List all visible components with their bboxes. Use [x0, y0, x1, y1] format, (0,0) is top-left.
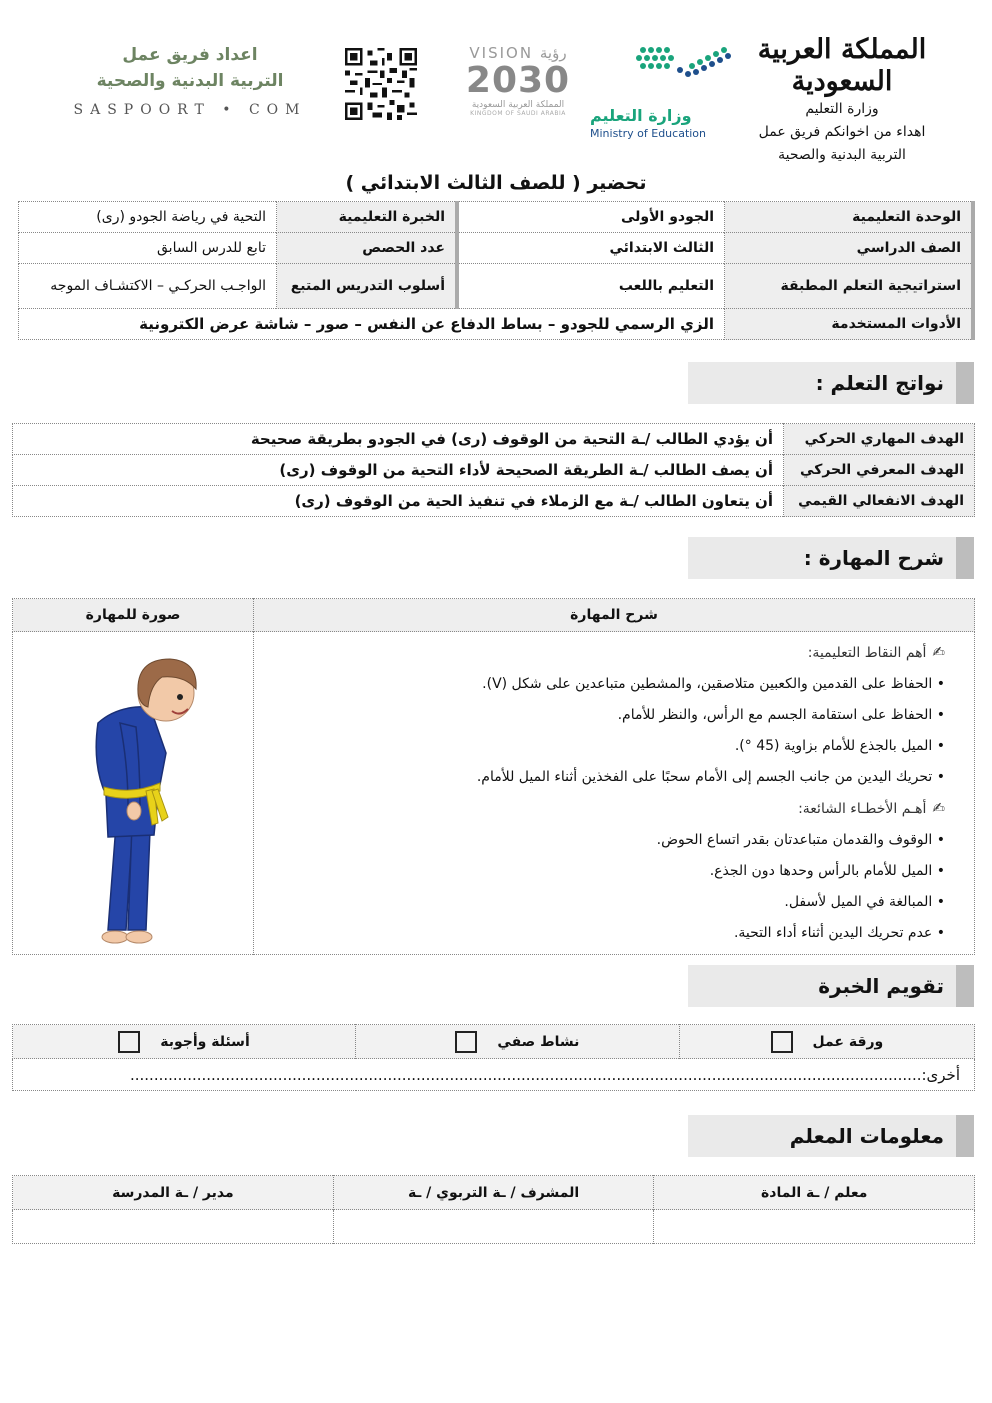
experience-value: التحية في رياضة الجودو (رى)	[19, 202, 277, 233]
col-image: صورة للمهارة	[13, 599, 254, 632]
principal-signature[interactable]	[13, 1210, 334, 1244]
bullet: •	[936, 832, 945, 848]
list-item	[265, 856, 945, 887]
table-row	[13, 424, 975, 455]
eval-option-label: ورقة عمل	[812, 1033, 884, 1050]
gift-line-1: اهداء من اخوانكم فريق عمل	[758, 124, 926, 140]
principal-label: مدير / ـة المدرسة	[13, 1176, 334, 1210]
vision-arabic: المملكة العربية السعودية	[471, 100, 565, 110]
error-text: الميل للأمام بالرأس وحدها دون الجذع.	[709, 863, 933, 879]
bullet: •	[936, 707, 945, 723]
supervisor-signature[interactable]	[333, 1210, 654, 1244]
pen-icon: ✍	[932, 799, 945, 817]
subject-teacher-label: معلم / ـة المادة	[654, 1176, 975, 1210]
table-row	[13, 1176, 975, 1210]
header-ministry-block	[732, 34, 952, 167]
table-row	[13, 599, 975, 632]
eval-option-qa[interactable]	[13, 1025, 356, 1059]
strategy-label: استراتيجية التعلم المطبقة	[725, 264, 974, 309]
col-explain: شرح المهارة	[254, 599, 975, 632]
teacher-table	[12, 1175, 975, 1244]
list-item	[265, 762, 945, 793]
vision-year: 2030	[465, 60, 571, 101]
goal-label: الهدف الانفعالي القيمي	[784, 486, 975, 517]
site-name: SASPOORT • COM	[73, 102, 307, 118]
qa-checkbox[interactable]	[118, 1031, 140, 1053]
grade-value: الثالث الابتدائي	[457, 233, 725, 264]
gift-line-2: التربية البدنية والصحية	[778, 147, 906, 163]
table-row	[19, 202, 974, 233]
qr-code-icon	[345, 48, 417, 120]
skill-explanation-cell	[254, 632, 975, 955]
list-item	[265, 825, 945, 856]
table-row	[13, 455, 975, 486]
skill-table	[12, 598, 975, 955]
other-label: أخرى:	[921, 1065, 960, 1084]
judo-bow-figure-icon	[58, 645, 208, 945]
bullet: •	[936, 676, 945, 692]
table-row	[13, 1059, 975, 1091]
list-item	[265, 669, 945, 700]
evaluation-table	[12, 1024, 975, 1091]
supervisor-label: المشرف / ـة التربوي / ـة	[333, 1176, 654, 1210]
goal-label: الهدف المهاري الحركي	[784, 424, 975, 455]
goal-label: الهدف المعرفي الحركي	[784, 455, 975, 486]
point-text: الحفاظ على القدمين والكعبين متلاصقين، والمشطين متباعدين على شكل (V).	[482, 676, 933, 692]
teacher-heading	[688, 1115, 974, 1157]
eval-option-label: أسئلة وأجوبة	[160, 1033, 250, 1050]
table-row	[13, 486, 975, 517]
periods-label: عدد الحصص	[277, 233, 458, 264]
bullet: •	[936, 738, 945, 754]
points-heading-row	[265, 637, 945, 669]
table-row	[19, 233, 974, 264]
ministry-name: وزارة التعليم	[805, 101, 879, 117]
grade-label: الصف الدراسي	[725, 233, 974, 264]
errors-heading: أهـم الأخطـاء الشائعة:	[798, 801, 927, 817]
unit-label: الوحدة التعليمية	[725, 202, 974, 233]
lesson-info-table	[18, 201, 975, 340]
team-line-1: اعداد فريق عمل	[122, 45, 258, 65]
outcomes-heading-text: نواتج التعلم :	[815, 371, 944, 395]
list-item	[265, 918, 945, 949]
moe-arabic: وزارة التعليم	[590, 106, 692, 125]
error-text: المبالغة في الميل لأسفل.	[784, 894, 933, 910]
bullet: •	[936, 769, 945, 785]
outcomes-heading	[688, 362, 974, 404]
moe-logo	[588, 40, 738, 140]
bullet: •	[936, 863, 945, 879]
worksheet-checkbox[interactable]	[771, 1031, 793, 1053]
outcomes-table	[12, 423, 975, 517]
points-heading: أهم النقاط التعليمية:	[807, 645, 927, 661]
list-item	[265, 887, 945, 918]
list-item	[265, 700, 945, 731]
evaluation-heading	[688, 965, 974, 1007]
error-text: الوقوف والقدمان متباعدتان بقدر اتساع الحوض.	[656, 832, 933, 848]
eval-other-row[interactable]	[13, 1059, 975, 1091]
strategy-value: التعليم باللعب	[457, 264, 725, 309]
eval-option-class-activity[interactable]	[356, 1025, 680, 1059]
point-text: الميل بالجذع للأمام بزاوية (45 °).	[734, 738, 933, 754]
goal-text: أن يصف الطالب /ـة الطريقة الصحيحة لأداء التحية من الوقوف (رى)	[13, 455, 784, 486]
experience-label: الخبرة التعليمية	[277, 202, 458, 233]
bullet: •	[936, 894, 945, 910]
evaluation-heading-text: تقويم الخبرة	[818, 974, 944, 998]
method-value: الواجـب الحركـي – الاكتشـاف الموجه	[19, 264, 277, 309]
kingdom-name: المملكة العربية السعودية	[757, 34, 927, 97]
goal-text: أن يتعاون الطالب /ـة مع الزملاء في تنفيذ الحية من الوقوف (رى)	[13, 486, 784, 517]
goal-text: أن يؤدي الطالب /ـة التحية من الوقوف (رى) في الجودو بطريقة صحيحة	[13, 424, 784, 455]
pen-icon: ✍	[932, 643, 945, 661]
team-block	[70, 42, 310, 118]
page-title: تحضير ( للصف الثالث الابتدائي )	[345, 172, 647, 194]
point-text: الحفاظ على استقامة الجسم مع الرأس، والنظر للأمام.	[617, 707, 933, 723]
table-row	[19, 264, 974, 309]
moe-english: Ministry of Education	[590, 127, 707, 140]
periods-value: تابع للدرس السابق	[19, 233, 277, 264]
moe-dots-icon	[588, 40, 738, 100]
list-item	[265, 731, 945, 762]
vision-english: KINGDOM OF SAUDI ARABIA	[470, 110, 566, 117]
table-row	[19, 309, 974, 340]
team-line-2: التربية البدنية والصحية	[96, 71, 284, 91]
teacher-heading-text: معلومات المعلم	[789, 1124, 944, 1148]
table-row	[13, 632, 975, 955]
table-row	[13, 1025, 975, 1059]
table-row	[13, 1210, 975, 1244]
method-label: أسلوب التدريس المتبع	[277, 264, 458, 309]
vision-2030-logo	[458, 44, 578, 124]
eval-option-worksheet[interactable]	[679, 1025, 974, 1059]
other-dots: ......................................................................................................................................................................	[129, 1065, 922, 1084]
tools-label: الأدوات المستخدمة	[725, 309, 974, 340]
class-activity-checkbox[interactable]	[455, 1031, 477, 1053]
unit-value: الجودو الأولى	[457, 202, 725, 233]
point-text: تحريك اليدين من جانب الجسم إلى الأمام سحبًا على الفخذين أثناء الميل للأمام.	[476, 769, 933, 785]
skill-points	[255, 633, 973, 953]
vision-top: VISION رؤية	[469, 44, 567, 62]
eval-option-label: نشاط صفي	[497, 1033, 580, 1050]
skill-heading	[688, 537, 974, 579]
error-text: عدم تحريك اليدين أثناء أداء التحية.	[733, 925, 933, 941]
tools-value: الزي الرسمي للجودو – بساط الدفاع عن النفس – صور – شاشة عرض الكترونية	[19, 309, 725, 340]
skill-image-cell	[13, 632, 254, 955]
bullet: •	[936, 925, 945, 941]
errors-heading-row	[265, 793, 945, 825]
skill-heading-text: شرح المهارة :	[803, 546, 944, 570]
subject-teacher-signature[interactable]	[654, 1210, 975, 1244]
